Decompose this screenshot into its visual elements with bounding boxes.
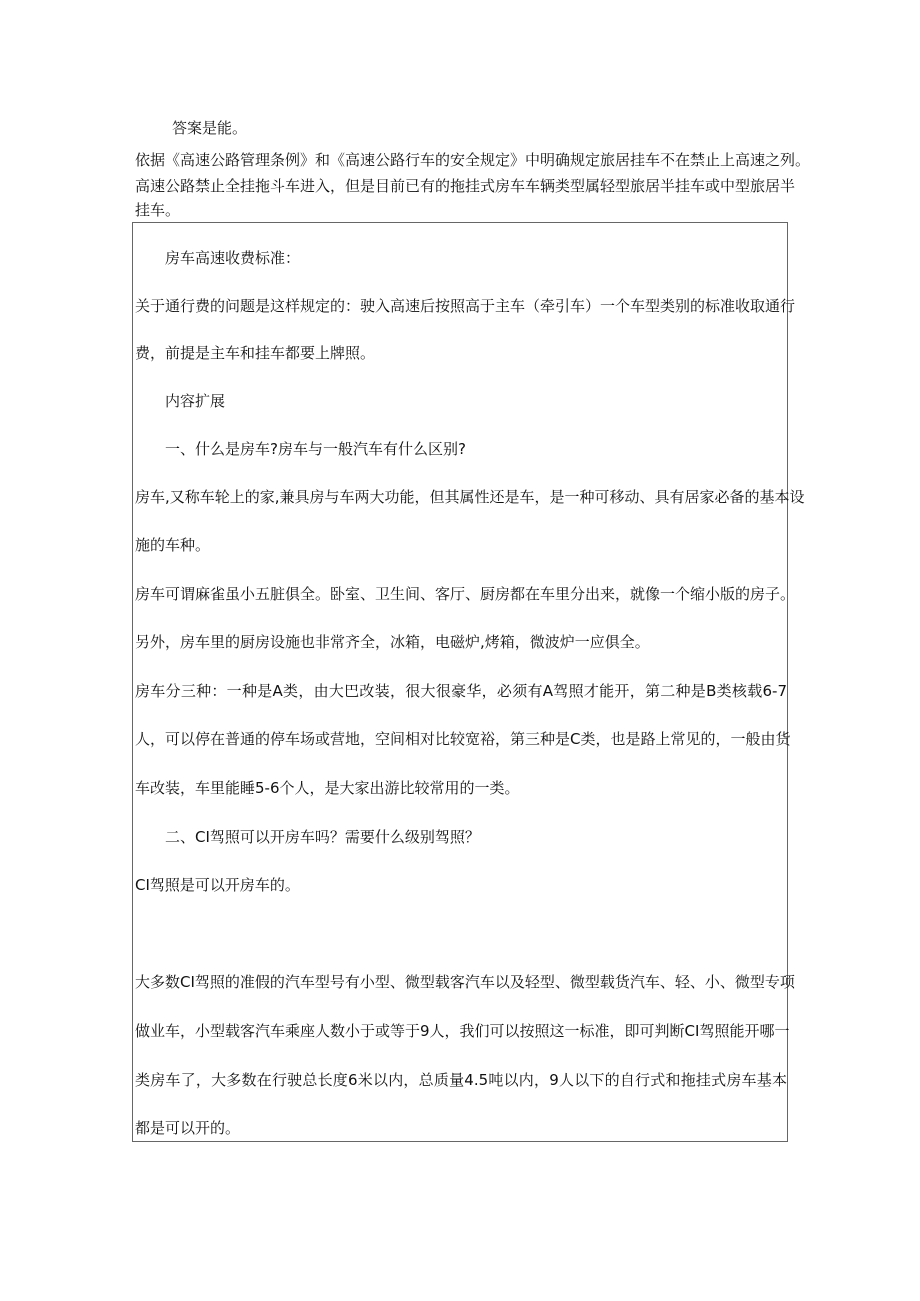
paragraph-line: 做业车，小型载客汽车乘座人数小于或等于9人，我们可以按照这一标准，即可判断CI驾照能开哪一 xyxy=(135,1022,790,1040)
paragraph-line: CI驾照是可以开房车的。 xyxy=(135,876,300,894)
paragraph-line: 另外，房车里的厨房设施也非常齐全，冰箱，电磁炉,烤箱，微波炉一应俱全。 xyxy=(135,633,650,651)
paragraph-line: 类房车了，大多数在行驶总长度6米以内，总质量4.5吨以内，9人以下的自行式和拖挂式房车基本 xyxy=(135,1071,787,1089)
section-heading: 内容扩展 xyxy=(165,392,226,410)
paragraph-line: 都是可以开的。 xyxy=(135,1119,241,1137)
section-heading: 二、CI驾照可以开房车吗？需要什么级别驾照？ xyxy=(165,828,480,846)
intro-line: 挂车。 xyxy=(135,201,181,219)
section-heading: 一、什么是房车?房车与一般汽车有什么区别? xyxy=(165,440,466,458)
paragraph-line: 人，可以停在普通的停车场或营地，空间相对比较宽裕，第三种是C类，也是路上常见的，一般由货 xyxy=(135,730,791,748)
intro-line: 高速公路禁止全挂拖斗车进入，但是目前已有的拖挂式房车车辆类型属轻型旅居半挂车或中型旅居半 xyxy=(135,177,796,195)
paragraph-line: 房车分三种：一种是A类，由大巴改装，很大很豪华，必须有A驾照才能开，第二种是B类核载6-7 xyxy=(135,682,787,700)
paragraph-line: 大多数CI驾照的准假的汽车型号有小型、微型载客汽车以及轻型、微型载货汽车、轻、小、微型专项 xyxy=(135,973,795,991)
paragraph-line: 房车,又称车轮上的家,兼具房与车两大功能，但其属性还是车，是一种可移动、具有居家必备的基本设 xyxy=(135,488,805,506)
paragraph-line: 房车可谓麻雀虽小五脏俱全。卧室、卫生间、客厅、厨房都在车里分出来，就像一个缩小版的房子。 xyxy=(135,585,796,603)
section-heading: 房车高速收费标准： xyxy=(165,249,301,267)
intro-line: 依据《高速公路管理条例》和《高速公路行车的安全规定》中明确规定旅居挂车不在禁止上高速之列。 xyxy=(135,151,811,169)
paragraph-line: 关于通行费的问题是这样规定的：驶入高速后按照高于主车（牵引车）一个车型类别的标准收取通行 xyxy=(135,297,796,315)
paragraph-line: 施的车种。 xyxy=(135,536,211,554)
paragraph-line: 费，前提是主车和挂车都要上牌照。 xyxy=(135,344,376,362)
answer-line: 答案是能。 xyxy=(172,119,248,137)
paragraph-line: 车改装，车里能睡5-6个人，是大家出游比较常用的一类。 xyxy=(135,779,520,797)
